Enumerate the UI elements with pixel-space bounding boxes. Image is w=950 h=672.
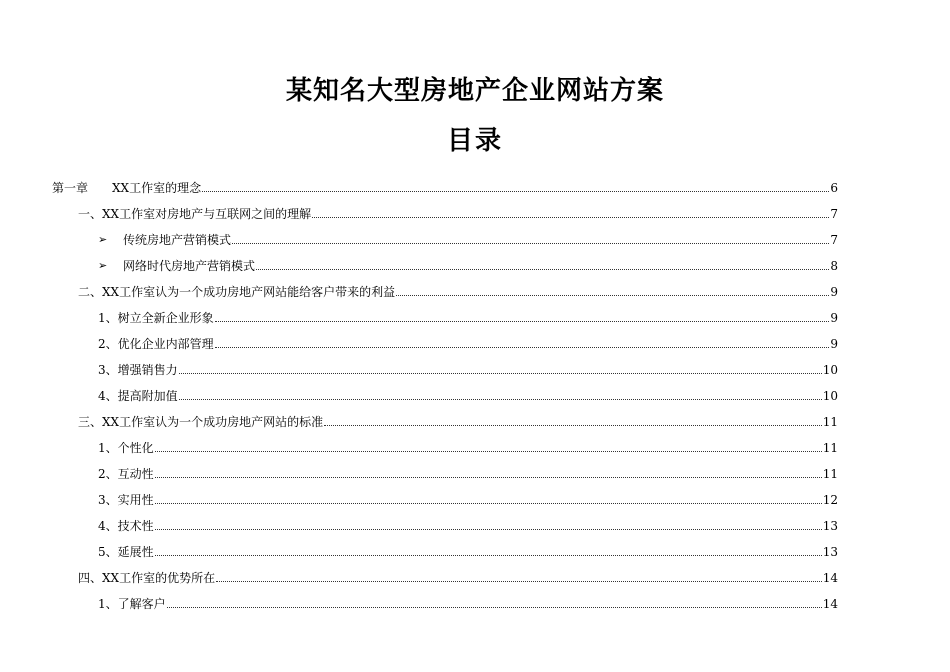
toc-page-number: 10 [822,389,838,403]
toc-entry[interactable] [98,222,838,248]
toc-leader-dots [179,398,822,400]
toc-entry[interactable] [98,326,838,352]
toc-leader-dots [256,268,829,270]
toc-entry-label: 二、XX工作室认为一个成功房地产网站能给客户带来的利益 [78,285,396,299]
toc-page-number: 13 [822,519,838,533]
toc-entry-label: 一、XX工作室对房地产与互联网之间的理解 [78,207,312,221]
toc-page-number: 10 [822,363,838,377]
toc-entry[interactable] [98,482,838,508]
toc-entry[interactable] [98,300,838,326]
toc-page-number: 7 [830,233,838,247]
toc-entry-label: XX工作室的理念 [112,181,202,195]
toc-entry[interactable] [98,508,838,534]
toc-entry-label: 4、技术性 [98,519,154,533]
toc-page-number: 11 [822,441,838,455]
toc-heading: 目录 [446,126,503,156]
toc-leader-dots [216,580,822,582]
toc-page-number: 14 [822,571,838,585]
toc-entry[interactable] [78,274,838,300]
toc-entry-label: 1、个性化 [98,441,154,455]
toc-entry[interactable] [98,456,838,482]
toc-entry[interactable] [78,560,838,586]
toc-page-number: 11 [822,415,838,429]
toc-entry-chapter-1[interactable] [52,170,838,196]
toc-entry[interactable] [78,404,838,430]
toc-leader-dots [179,372,822,374]
toc-entry-label: 传统房地产营销模式 [123,233,232,247]
toc-leader-dots [232,242,829,244]
toc-entry-label: 1、树立全新企业形象 [98,311,214,325]
toc-leader-dots [155,476,822,478]
toc-entry[interactable] [78,196,838,222]
toc-entry-label: 四、XX工作室的优势所在 [78,571,216,585]
toc-entry-label: 2、优化企业内部管理 [98,337,214,351]
toc-leader-dots [324,424,822,426]
toc-leader-dots [215,320,830,322]
toc-leader-dots [155,450,822,452]
toc-entry[interactable] [98,534,838,560]
toc-entry-label: 4、提高附加值 [98,389,178,403]
toc-leader-dots [155,502,822,504]
toc-page-number: 13 [822,545,838,559]
toc-entry-label: 1、了解客户 [98,597,166,611]
toc-entry[interactable] [98,352,838,378]
toc-entry-label: 2、互动性 [98,467,154,481]
toc-chapter-number: 第一章 [52,181,89,195]
toc-leader-dots [396,294,829,296]
arrow-bullet-icon: ➢ [98,259,108,272]
toc-entry[interactable] [98,248,838,274]
toc-page-number: 9 [830,285,838,299]
toc-leader-dots [167,606,822,608]
arrow-bullet-icon: ➢ [98,233,108,246]
toc-leader-dots [202,190,829,192]
toc-entry-label: 三、XX工作室认为一个成功房地产网站的标准 [78,415,324,429]
toc-page-number: 14 [822,597,838,611]
toc-page-number: 7 [830,207,838,221]
toc-leader-dots [312,216,829,218]
toc-page-number: 9 [830,311,838,325]
toc-entry-label: 3、增强销售力 [98,363,178,377]
toc-entry-label: 5、延展性 [98,545,154,559]
toc-entry[interactable] [98,378,838,404]
toc-entry-label: 3、实用性 [98,493,154,507]
toc-page-number: 6 [830,181,838,195]
toc-page-number: 8 [830,259,838,273]
toc-page-number: 12 [822,493,838,507]
toc-leader-dots [215,346,830,348]
toc-entry[interactable] [98,586,838,612]
toc-entry[interactable] [98,430,838,456]
toc-entry-label: 网络时代房地产营销模式 [123,259,256,273]
toc-page-number: 11 [822,467,838,481]
toc-leader-dots [155,554,822,556]
toc-page-number: 9 [830,337,838,351]
document-title: 某知名大型房地产企业网站方案 [285,76,664,106]
toc-leader-dots [155,528,822,530]
